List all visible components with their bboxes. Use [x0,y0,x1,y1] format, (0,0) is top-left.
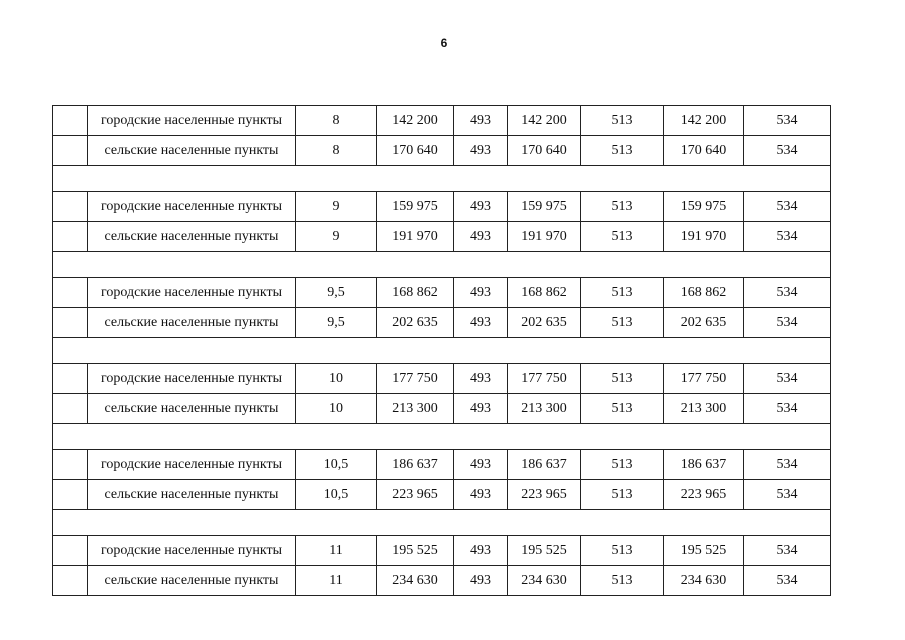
table-row [53,536,831,566]
row-marker-cell [53,536,88,566]
index-cell: 534 [744,136,831,166]
index-cell: 493 [454,566,508,596]
index-cell: 534 [744,566,831,596]
table-row [53,106,831,136]
index-cell: 493 [454,536,508,566]
value-cell: 142 200 [508,106,581,136]
index-cell: 513 [581,536,664,566]
coefficient-cell: 9,5 [296,278,377,308]
value-cell: 177 750 [664,364,744,394]
index-cell: 513 [581,136,664,166]
index-cell: 493 [454,450,508,480]
row-marker-cell [53,308,88,338]
settlement-cell: сельские населенные пункты [88,222,296,252]
settlement-cell: городские населенные пункты [88,192,296,222]
value-cell: 168 862 [664,278,744,308]
index-cell: 534 [744,222,831,252]
value-cell: 170 640 [508,136,581,166]
value-cell: 213 300 [508,394,581,424]
separator-cell [53,338,831,364]
value-cell: 186 637 [508,450,581,480]
index-cell: 493 [454,136,508,166]
index-cell: 534 [744,480,831,510]
value-cell: 195 525 [508,536,581,566]
index-cell: 493 [454,394,508,424]
table-row [53,192,831,222]
row-marker-cell [53,450,88,480]
index-cell: 534 [744,106,831,136]
value-cell: 195 525 [377,536,454,566]
value-cell: 159 975 [508,192,581,222]
index-cell: 513 [581,278,664,308]
row-marker-cell [53,106,88,136]
page-number: 6 [440,36,448,50]
row-marker-cell [53,278,88,308]
settlement-cell: городские населенные пункты [88,450,296,480]
index-cell: 513 [581,394,664,424]
value-cell: 191 970 [508,222,581,252]
coefficient-cell: 10,5 [296,450,377,480]
value-cell: 213 300 [664,394,744,424]
group-separator-row [53,510,831,536]
index-cell: 534 [744,536,831,566]
coefficient-cell: 10,5 [296,480,377,510]
settlement-cell: городские населенные пункты [88,536,296,566]
index-cell: 513 [581,480,664,510]
value-cell: 186 637 [377,450,454,480]
value-cell: 223 965 [508,480,581,510]
value-cell: 168 862 [377,278,454,308]
coefficient-cell: 8 [296,106,377,136]
table-row [53,394,831,424]
value-cell: 202 635 [664,308,744,338]
table-row [53,480,831,510]
index-cell: 534 [744,364,831,394]
index-cell: 513 [581,106,664,136]
value-cell: 213 300 [377,394,454,424]
table-row [53,222,831,252]
row-marker-cell [53,192,88,222]
index-cell: 493 [454,364,508,394]
value-cell: 223 965 [664,480,744,510]
group-separator-row [53,252,831,278]
separator-cell [53,510,831,536]
row-marker-cell [53,394,88,424]
value-cell: 170 640 [377,136,454,166]
row-marker-cell [53,364,88,394]
value-cell: 223 965 [377,480,454,510]
value-cell: 202 635 [508,308,581,338]
coefficient-cell: 9 [296,192,377,222]
value-cell: 177 750 [508,364,581,394]
index-cell: 513 [581,566,664,596]
settlement-cell: городские населенные пункты [88,278,296,308]
index-cell: 534 [744,394,831,424]
index-cell: 493 [454,480,508,510]
coefficient-cell: 9,5 [296,308,377,338]
value-cell: 202 635 [377,308,454,338]
index-cell: 493 [454,308,508,338]
table-row [53,450,831,480]
row-marker-cell [53,136,88,166]
group-separator-row [53,166,831,192]
value-cell: 234 630 [377,566,454,596]
table-row [53,308,831,338]
index-cell: 493 [454,278,508,308]
index-cell: 534 [744,192,831,222]
coefficient-cell: 8 [296,136,377,166]
value-cell: 191 970 [377,222,454,252]
separator-cell [53,424,831,450]
value-cell: 170 640 [664,136,744,166]
value-cell: 177 750 [377,364,454,394]
value-cell: 159 975 [664,192,744,222]
value-cell: 234 630 [664,566,744,596]
index-cell: 513 [581,192,664,222]
table-row [53,136,831,166]
index-cell: 493 [454,222,508,252]
settlement-cell: городские населенные пункты [88,106,296,136]
separator-cell [53,166,831,192]
row-marker-cell [53,480,88,510]
row-marker-cell [53,222,88,252]
index-cell: 534 [744,450,831,480]
index-cell: 493 [454,106,508,136]
index-cell: 513 [581,364,664,394]
value-cell: 142 200 [664,106,744,136]
value-cell: 142 200 [377,106,454,136]
coefficient-cell: 11 [296,536,377,566]
settlement-cell: сельские населенные пункты [88,394,296,424]
group-separator-row [53,338,831,364]
settlement-cell: сельские населенные пункты [88,136,296,166]
index-cell: 534 [744,278,831,308]
value-cell: 168 862 [508,278,581,308]
index-cell: 513 [581,308,664,338]
tariff-table [52,105,831,596]
coefficient-cell: 9 [296,222,377,252]
settlement-cell: сельские населенные пункты [88,308,296,338]
coefficient-cell: 10 [296,364,377,394]
table-row [53,364,831,394]
row-marker-cell [53,566,88,596]
value-cell: 234 630 [508,566,581,596]
index-cell: 513 [581,450,664,480]
value-cell: 186 637 [664,450,744,480]
index-cell: 513 [581,222,664,252]
table-row [53,278,831,308]
value-cell: 195 525 [664,536,744,566]
index-cell: 534 [744,308,831,338]
value-cell: 191 970 [664,222,744,252]
settlement-cell: городские населенные пункты [88,364,296,394]
table-row [53,566,831,596]
settlement-cell: сельские населенные пункты [88,480,296,510]
coefficient-cell: 10 [296,394,377,424]
coefficient-cell: 11 [296,566,377,596]
settlement-cell: сельские населенные пункты [88,566,296,596]
separator-cell [53,252,831,278]
index-cell: 493 [454,192,508,222]
value-cell: 159 975 [377,192,454,222]
group-separator-row [53,424,831,450]
